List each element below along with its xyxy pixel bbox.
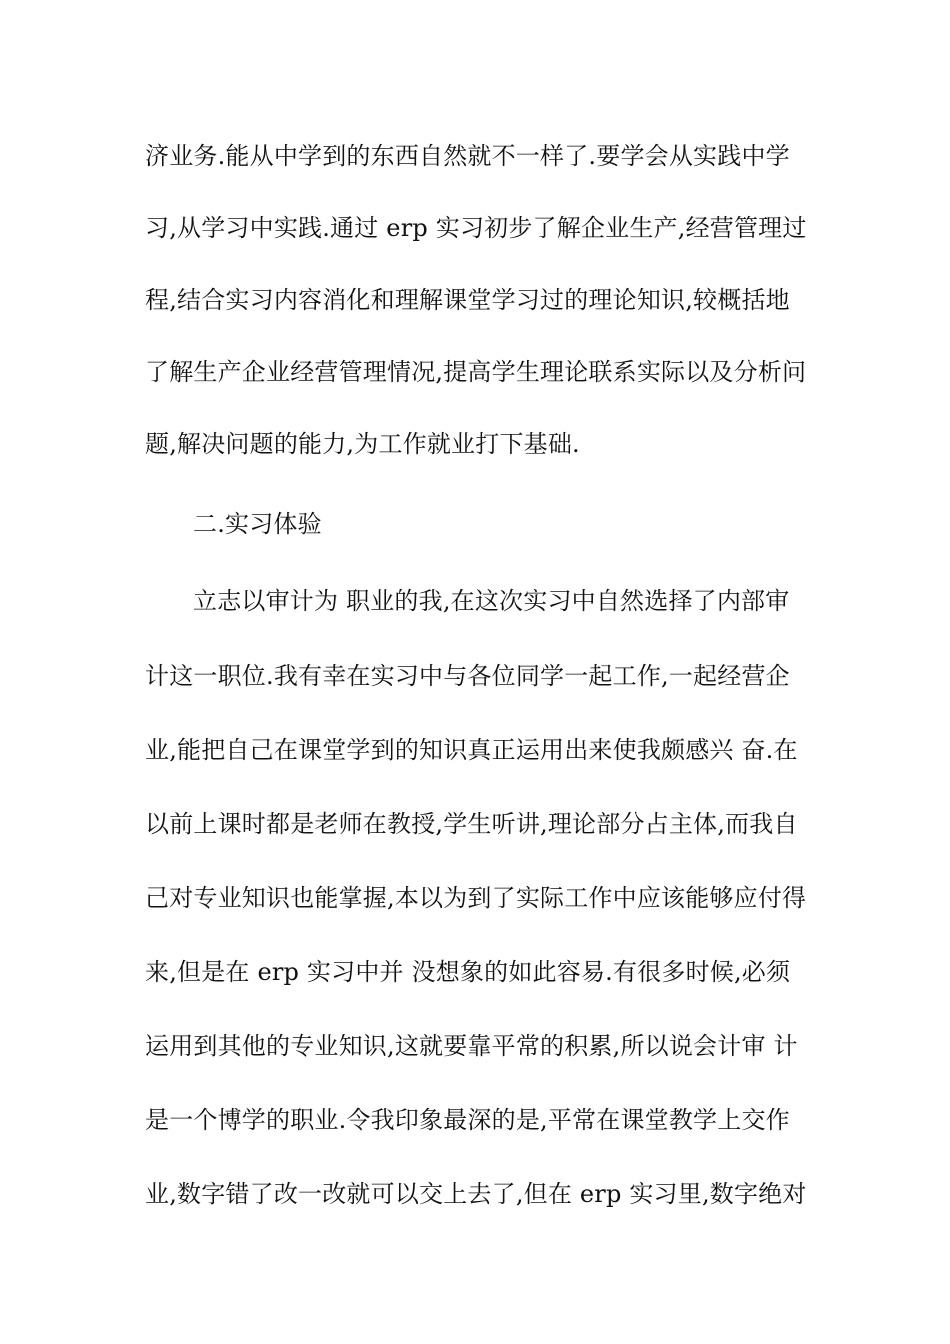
paragraph-line: 运用到其他的专业知识,这就要靠平常的积累,所以说会计审 计	[145, 1032, 798, 1060]
paragraph-line: 是一个博学的职业.令我印象最深的是,平常在课堂教学上交作	[145, 1106, 790, 1134]
paragraph-line: 计这一职位.我有幸在实习中与各位同学一起工作,一起经营企	[145, 662, 790, 690]
paragraph-line: 习,从学习中实践.通过 erp 实习初步了解企业生产,经营管理过	[145, 214, 807, 242]
paragraph-line: 题,解决问题的能力,为工作就业打下基础.	[145, 430, 580, 458]
paragraph-line: 程,结合实习内容消化和理解课堂学习过的理论知识,较概括地	[145, 286, 790, 314]
paragraph-line: 立志以审计为 职业的我,在这次实习中自然选择了内部审	[193, 587, 790, 615]
paragraph-line: 己对专业知识也能掌握,本以为到了实际工作中应该能够应付得	[145, 884, 807, 912]
paragraph-line: 济业务.能从中学到的东西自然就不一样了.要学会从实践中学	[145, 142, 790, 170]
paragraph-line: 业,数字错了改一改就可以交上去了,但在 erp 实习里,数字绝对	[145, 1180, 807, 1208]
paragraph-line: 来,但是在 erp 实习中并 没想象的如此容易.有很多时候,必须	[145, 958, 791, 986]
paragraph-line: 业,能把自己在课堂学到的知识真正运用出来使我颇感兴 奋.在	[145, 736, 798, 764]
paragraph-line: 以前上课时都是老师在教授,学生听讲,理论部分占主体,而我自	[145, 810, 798, 838]
section-heading: 二.实习体验	[193, 510, 322, 538]
paragraph-line: 了解生产企业经营管理情况,提高学生理论联系实际以及分析问	[145, 358, 807, 386]
